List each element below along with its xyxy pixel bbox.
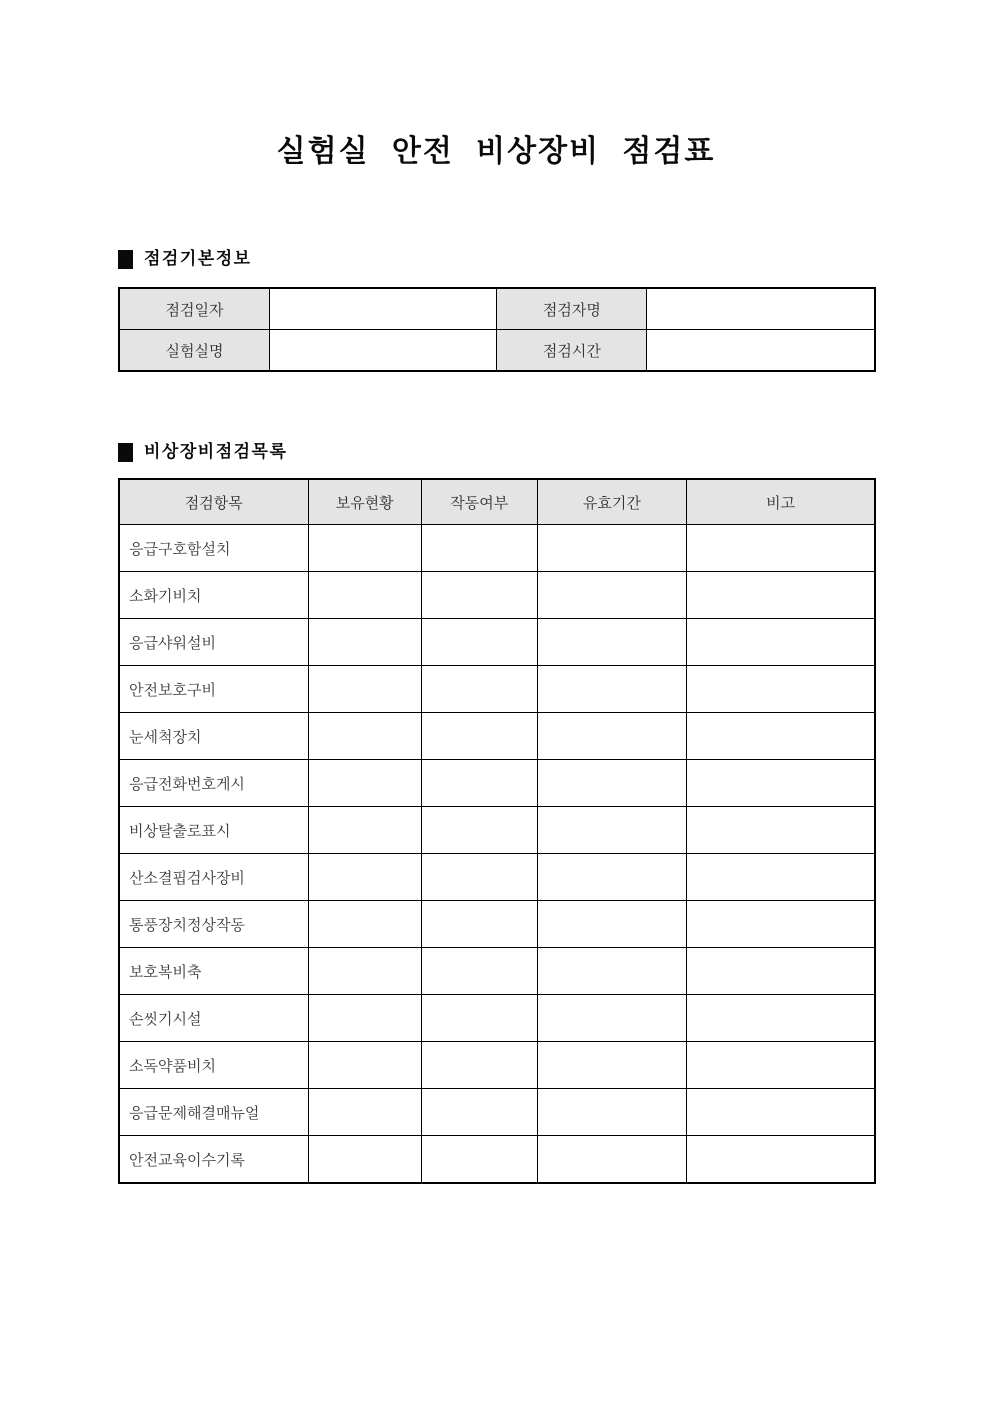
input-cell[interactable] [687, 666, 875, 713]
input-cell[interactable] [308, 901, 421, 948]
checklist-item-label: 눈세척장치 [119, 713, 308, 760]
table-row [119, 619, 875, 666]
field-label-inspection-date: 점검일자 [119, 288, 269, 330]
input-cell[interactable] [421, 572, 537, 619]
checklist-item-label: 응급전화번호게시 [119, 760, 308, 807]
checklist-item-label: 통풍장치정상작동 [119, 901, 308, 948]
input-cell[interactable] [308, 1042, 421, 1089]
input-cell[interactable] [421, 525, 537, 572]
table-row [119, 1136, 875, 1184]
field-input-inspector-name[interactable] [647, 288, 875, 330]
table-row [119, 1042, 875, 1089]
square-bullet-icon [118, 250, 133, 269]
checklist-item-label: 안전교육이수기록 [119, 1136, 308, 1184]
input-cell[interactable] [687, 619, 875, 666]
section-heading-checklist [118, 441, 876, 463]
checklist-item-label: 산소결핍검사장비 [119, 854, 308, 901]
field-label-lab-name: 실험실명 [119, 330, 269, 372]
input-cell[interactable] [687, 948, 875, 995]
input-cell[interactable] [537, 995, 687, 1042]
table-row [119, 288, 875, 330]
input-cell[interactable] [421, 713, 537, 760]
input-cell[interactable] [687, 854, 875, 901]
input-cell[interactable] [687, 901, 875, 948]
input-cell[interactable] [687, 760, 875, 807]
checklist-item-label: 소독약품비치 [119, 1042, 308, 1089]
input-cell[interactable] [308, 995, 421, 1042]
input-cell[interactable] [421, 1136, 537, 1184]
input-cell[interactable] [537, 619, 687, 666]
page-title: 실험실 안전 비상장비 점검표 [276, 135, 716, 168]
checklist-item-label: 손씻기시설 [119, 995, 308, 1042]
checklist-table [118, 478, 876, 1184]
input-cell[interactable] [537, 713, 687, 760]
input-cell[interactable] [308, 525, 421, 572]
document-content [118, 248, 876, 1184]
column-header-remarks: 비고 [687, 479, 875, 525]
input-cell[interactable] [421, 1089, 537, 1136]
table-row [119, 330, 875, 372]
table-row [119, 995, 875, 1042]
input-cell[interactable] [308, 807, 421, 854]
input-cell[interactable] [537, 1042, 687, 1089]
table-row [119, 901, 875, 948]
input-cell[interactable] [421, 995, 537, 1042]
table-row [119, 807, 875, 854]
input-cell[interactable] [537, 807, 687, 854]
input-cell[interactable] [421, 666, 537, 713]
input-cell[interactable] [308, 666, 421, 713]
column-header-validity: 유효기간 [537, 479, 687, 525]
input-cell[interactable] [421, 948, 537, 995]
input-cell[interactable] [537, 948, 687, 995]
input-cell[interactable] [687, 713, 875, 760]
input-cell[interactable] [308, 948, 421, 995]
input-cell[interactable] [687, 572, 875, 619]
input-cell[interactable] [687, 525, 875, 572]
field-input-lab-name[interactable] [269, 330, 497, 372]
table-row [119, 760, 875, 807]
section-heading-checklist-label: 비상장비점검목록 [144, 442, 288, 461]
input-cell[interactable] [308, 713, 421, 760]
table-row [119, 713, 875, 760]
input-cell[interactable] [308, 1136, 421, 1184]
input-cell[interactable] [308, 854, 421, 901]
input-cell[interactable] [537, 666, 687, 713]
section-heading-basic-info [118, 248, 876, 270]
input-cell[interactable] [308, 619, 421, 666]
input-cell[interactable] [537, 854, 687, 901]
input-cell[interactable] [421, 901, 537, 948]
input-cell[interactable] [421, 807, 537, 854]
input-cell[interactable] [537, 1089, 687, 1136]
field-input-inspection-date[interactable] [269, 288, 497, 330]
checklist-item-label: 안전보호구비 [119, 666, 308, 713]
input-cell[interactable] [687, 1136, 875, 1184]
input-cell[interactable] [308, 1089, 421, 1136]
table-header-row [119, 479, 875, 525]
input-cell[interactable] [687, 1042, 875, 1089]
checklist-item-label: 응급샤워설비 [119, 619, 308, 666]
checklist-item-label: 응급문제해결매뉴얼 [119, 1089, 308, 1136]
input-cell[interactable] [308, 572, 421, 619]
square-bullet-icon [118, 443, 133, 462]
table-row [119, 1089, 875, 1136]
input-cell[interactable] [687, 1089, 875, 1136]
column-header-operation: 작동여부 [421, 479, 537, 525]
field-label-inspection-time: 점검시간 [497, 330, 647, 372]
input-cell[interactable] [537, 525, 687, 572]
column-header-item: 점검항목 [119, 479, 308, 525]
input-cell[interactable] [687, 995, 875, 1042]
section-heading-basic-info-label: 점검기본정보 [144, 249, 252, 268]
input-cell[interactable] [421, 1042, 537, 1089]
input-cell[interactable] [308, 760, 421, 807]
input-cell[interactable] [421, 619, 537, 666]
input-cell[interactable] [537, 760, 687, 807]
input-cell[interactable] [537, 1136, 687, 1184]
input-cell[interactable] [537, 572, 687, 619]
checklist-item-label: 비상탈출로표시 [119, 807, 308, 854]
table-row [119, 948, 875, 995]
column-header-possession: 보유현황 [308, 479, 421, 525]
field-input-inspection-time[interactable] [647, 330, 875, 372]
checklist-item-label: 응급구호함설치 [119, 525, 308, 572]
checklist-item-label: 보호복비축 [119, 948, 308, 995]
field-label-inspector-name: 점검자명 [497, 288, 647, 330]
input-cell[interactable] [421, 760, 537, 807]
checklist-item-label: 소화기비치 [119, 572, 308, 619]
basic-info-table [118, 287, 876, 372]
input-cell[interactable] [421, 854, 537, 901]
table-row [119, 572, 875, 619]
table-row [119, 854, 875, 901]
input-cell[interactable] [537, 901, 687, 948]
table-row [119, 666, 875, 713]
input-cell[interactable] [687, 807, 875, 854]
table-row [119, 525, 875, 572]
